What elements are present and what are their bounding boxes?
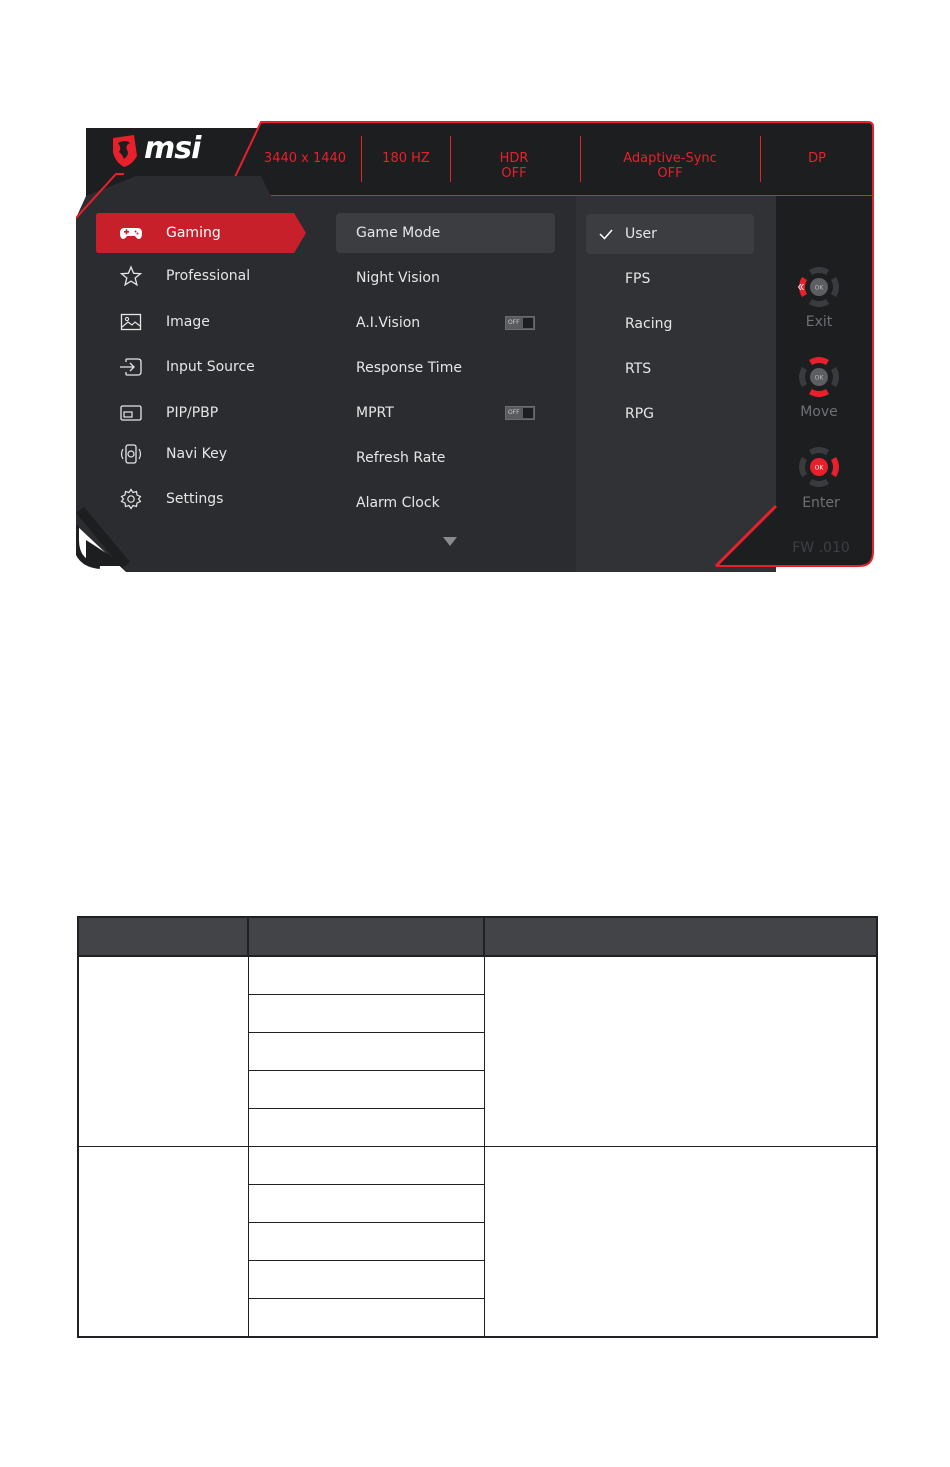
table-cell [484, 1147, 877, 1338]
table-cell [248, 956, 484, 995]
header-separator [580, 136, 581, 182]
game-mode-fps[interactable] [586, 259, 754, 299]
option-game-mode[interactable] [336, 213, 555, 253]
header-separator [450, 136, 451, 182]
table-row [78, 1147, 877, 1185]
header-adaptive-sync [610, 151, 730, 181]
checkmark-icon [598, 226, 614, 242]
table-cell [248, 1033, 484, 1071]
ok-text: OK [814, 464, 824, 472]
option-label: Refresh Rate [356, 450, 446, 466]
gamepad-icon [119, 222, 143, 244]
table-cell [248, 1147, 484, 1185]
pip-icon [119, 402, 143, 424]
star-icon [119, 265, 143, 287]
option-response-time[interactable] [336, 348, 555, 388]
ok-text: OK [814, 374, 824, 382]
submenu-label: User [625, 226, 657, 242]
table-cell [78, 956, 248, 1147]
mprt-toggle[interactable] [505, 406, 535, 420]
toggle-state: OFF [508, 319, 520, 326]
table-row [78, 956, 877, 995]
header-separator [760, 136, 761, 182]
toggle-knob [523, 408, 533, 418]
exit-key-icon [794, 262, 844, 312]
option-label: MPRT [356, 405, 394, 421]
game-mode-racing[interactable] [586, 304, 754, 344]
nav-item-label: Navi Key [166, 446, 228, 462]
gear-icon [119, 488, 143, 510]
table-cell [248, 1261, 484, 1299]
option-alarm-clock[interactable] [336, 483, 555, 523]
option-mprt[interactable] [336, 393, 555, 433]
option-label: A.I.Vision [356, 315, 421, 331]
nav-item-label: PIP/PBP [166, 405, 219, 421]
table-cell [78, 1147, 248, 1338]
msi-logo [110, 131, 220, 168]
hdr-value: OFF [501, 166, 527, 181]
firmware-version: FW .010 [792, 540, 850, 556]
game-mode-rpg[interactable] [586, 394, 754, 434]
submenu-label: RTS [625, 361, 652, 377]
enter-key-label: Enter [802, 495, 840, 511]
option-label: Response Time [356, 360, 462, 376]
header-refresh-rate: 180 HZ [382, 151, 430, 166]
brand-wordmark: msi [144, 131, 201, 166]
table-header-cell [78, 917, 248, 956]
nav-item-settings[interactable] [96, 479, 306, 519]
table-header-row [78, 917, 877, 956]
submenu-label: FPS [625, 271, 651, 287]
move-key-label: Move [800, 404, 838, 420]
option-night-vision[interactable] [336, 258, 555, 298]
header-separator [361, 136, 362, 182]
option-refresh-rate[interactable] [336, 438, 555, 478]
option-ai-vision[interactable] [336, 303, 555, 343]
table-cell [248, 1299, 484, 1338]
nav-item-input-source[interactable] [96, 347, 306, 387]
game-mode-rts[interactable] [586, 349, 754, 389]
enter-key-icon [794, 442, 844, 492]
settings-table [77, 916, 878, 1338]
adaptive-sync-label: Adaptive-Sync [623, 151, 717, 166]
toggle-state: OFF [508, 409, 520, 416]
game-mode-user[interactable] [586, 214, 754, 254]
input-source-icon [119, 356, 143, 378]
nav-item-label: Image [166, 314, 210, 330]
nav-item-image[interactable] [96, 302, 306, 342]
image-icon [119, 311, 143, 333]
table-header-cell [484, 917, 877, 956]
toggle-knob [523, 318, 533, 328]
table-cell [248, 1071, 484, 1109]
nav-item-label: Input Source [166, 359, 255, 375]
nav-item-label: Gaming [166, 225, 221, 241]
move-key-icon [794, 352, 844, 402]
nav-item-label: Settings [166, 491, 224, 507]
submenu-label: Racing [625, 316, 673, 332]
nav-item-label: Professional [166, 268, 251, 284]
scroll-down-arrow-icon[interactable] [443, 531, 457, 540]
header-resolution: 3440 x 1440 [263, 151, 347, 166]
nav-item-pip-pbp[interactable] [96, 393, 306, 433]
submenu-label: RPG [625, 406, 655, 422]
ai-vision-toggle[interactable] [505, 316, 535, 330]
option-label: Night Vision [356, 270, 440, 286]
table-cell [484, 956, 877, 1147]
table-cell [248, 1223, 484, 1261]
hdr-label: HDR [499, 151, 529, 166]
navi-key-icon [119, 443, 143, 465]
table-cell [248, 1109, 484, 1147]
nav-item-navi-key[interactable] [96, 434, 306, 474]
nav-item-professional[interactable] [96, 256, 306, 296]
table-cell [248, 1185, 484, 1223]
header-input: DP [808, 151, 826, 166]
adaptive-sync-value: OFF [657, 166, 683, 181]
ok-text: OK [814, 284, 824, 292]
header-hdr [474, 151, 554, 181]
osd-menu [76, 120, 875, 572]
option-label: Alarm Clock [356, 495, 440, 511]
nav-item-gaming[interactable] [96, 213, 306, 253]
option-label: Game Mode [356, 225, 441, 241]
table-header-cell [248, 917, 484, 956]
table-cell [248, 995, 484, 1033]
exit-key-label: Exit [805, 314, 833, 330]
